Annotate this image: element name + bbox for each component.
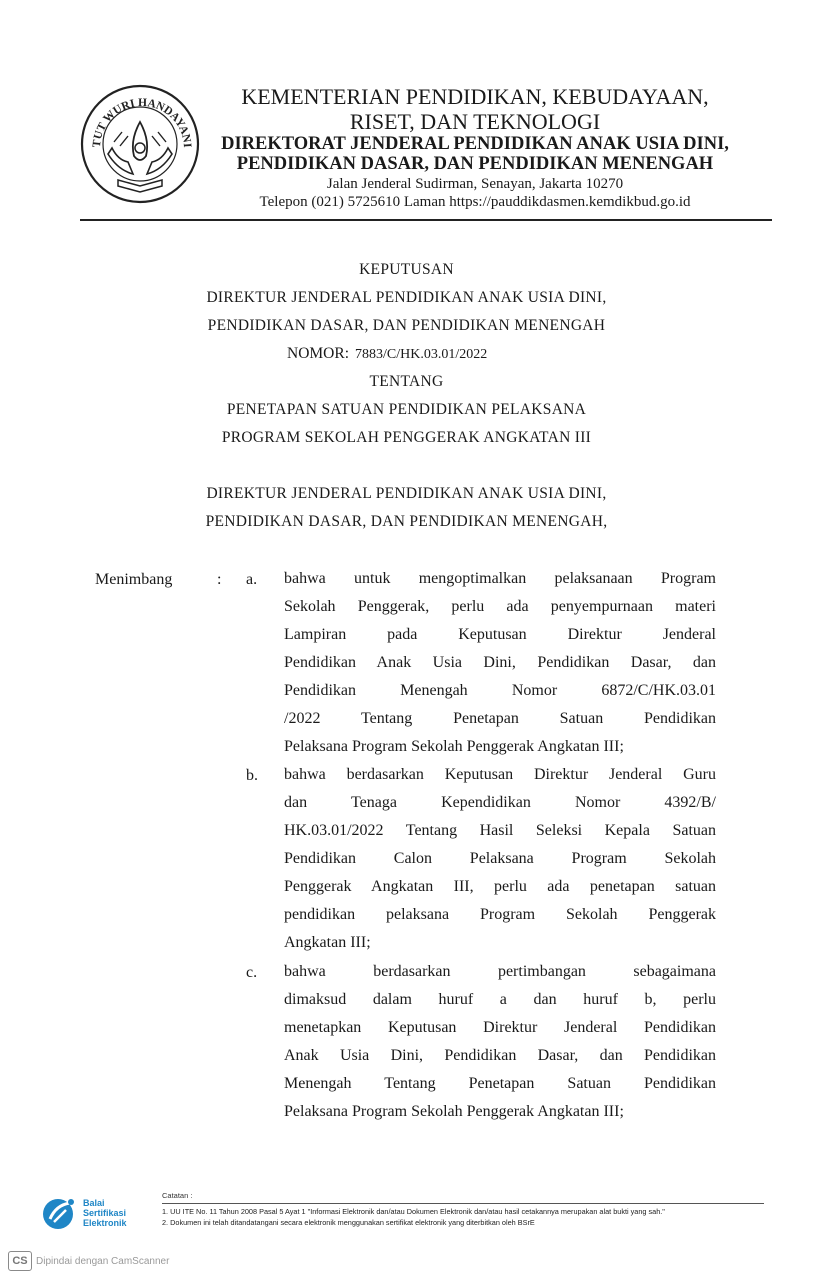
text-line: pendidikan pelaksana Program Sekolah Penggerak xyxy=(284,906,716,923)
text-line: Pendidikan Menengah Nomor 6872/C/HK.03.01 xyxy=(284,682,716,699)
consideration-b xyxy=(284,761,716,957)
item-letter-a: a. xyxy=(246,571,258,588)
subject-line2: PROGRAM SEKOLAH PENGGERAK ANGKATAN III xyxy=(221,429,592,446)
text-line: dimaksud dalam huruf a dan huruf b, perlu xyxy=(284,991,716,1008)
text-line: Sekolah Penggerak, perlu ada penyempurnaan materi xyxy=(284,598,716,615)
text-line: Pendidikan Calon Pelaksana Program Sekolah xyxy=(284,850,716,867)
directorate-name-line2: PENDIDIKAN DASAR, DAN PENDIDIKAN MENENGAH xyxy=(236,154,714,174)
menimbang-label: Menimbang xyxy=(95,571,173,588)
text-line: bahwa berdasarkan pertimbangan sebagaimana xyxy=(284,963,716,980)
footer-note-2: 2. Dokumen ini telah ditandatangani secara elektronik menggunakan sertifikat elektronik yang diterbitkan oleh BSrE xyxy=(162,1218,535,1227)
bsre-line1: Balai xyxy=(83,1198,105,1208)
text-line: Penggerak Angkatan III, perlu ada penetapan satuan xyxy=(284,878,716,895)
text-line: dan Tenaga Kependidikan Nomor 4392/B/ xyxy=(284,794,716,811)
bsre-line2: Sertifikasi xyxy=(83,1208,127,1218)
camscanner-badge-icon: CS xyxy=(8,1251,32,1271)
official-title-line2: PENDIDIKAN DASAR, DAN PENDIDIKAN MENENGAH xyxy=(207,317,606,334)
text-line: HK.03.01/2022 Tentang Hasil Seleksi Kepala Satuan xyxy=(284,822,716,839)
consideration-a xyxy=(284,565,716,761)
text-line: Lampiran pada Keputusan Direktur Jenderal xyxy=(284,626,716,643)
ministry-name-line2: RISET, DAN TEKNOLOGI xyxy=(349,109,601,134)
bsre-name xyxy=(83,1198,127,1228)
consideration-c xyxy=(284,958,716,1126)
letterhead-divider xyxy=(80,219,772,221)
decree-number-value: 7883/C/HK.03.01/2022 xyxy=(355,347,488,362)
text-line: /2022 Tentang Penetapan Satuan Pendidikan xyxy=(284,710,716,727)
text-line: Pelaksana Program Sekolah Penggerak Angkatan III; xyxy=(284,738,624,755)
letterhead-contact: Telepon (021) 5725610 Laman https://pauddikdasmen.kemdikbud.go.id xyxy=(259,194,691,210)
decree-heading: KEPUTUSAN xyxy=(359,261,454,278)
text-line: Anak Usia Dini, Pendidikan Dasar, dan Pendidikan xyxy=(284,1047,716,1064)
letterhead-address: Jalan Jenderal Sudirman, Senayan, Jakarta 10270 xyxy=(326,176,624,192)
text-line: bahwa untuk mengoptimalkan pelaksanaan Program xyxy=(284,570,716,587)
menimbang-colon: : xyxy=(217,571,222,588)
bsre-logo-icon xyxy=(40,1195,80,1231)
text-line: Pendidikan Anak Usia Dini, Pendidikan Dasar, dan xyxy=(284,654,716,671)
text-line: bahwa berdasarkan Keputusan Direktur Jenderal Guru xyxy=(284,766,716,783)
footer-notes-heading: Catatan : xyxy=(162,1191,193,1200)
directorate-name-line1: DIREKTORAT JENDERAL PENDIDIKAN ANAK USIA DINI, xyxy=(221,134,729,154)
subject-line1: PENETAPAN SATUAN PENDIDIKAN PELAKSANA xyxy=(226,401,587,418)
text-line: menetapkan Keputusan Direktur Jenderal Pendidikan xyxy=(284,1019,716,1036)
text-line: Pelaksana Program Sekolah Penggerak Angkatan III; xyxy=(284,1103,624,1120)
tentang-heading: TENTANG xyxy=(369,373,444,390)
issuer-line2: PENDIDIKAN DASAR, DAN PENDIDIKAN MENENGAH, xyxy=(205,513,608,530)
item-letter-c: c. xyxy=(246,964,258,981)
tut-wuri-handayani-logo xyxy=(78,82,203,207)
text-line: Menengah Tentang Penetapan Satuan Pendidikan xyxy=(284,1075,716,1092)
footer-notes-divider xyxy=(162,1203,764,1204)
svg-text:TUT WURI HANDAYANI: TUT WURI HANDAYANI xyxy=(90,96,194,149)
ministry-name-line1: KEMENTERIAN PENDIDIKAN, KEBUDAYAAN, xyxy=(241,84,709,109)
footer-note-1: 1. UU ITE No. 11 Tahun 2008 Pasal 5 Ayat 1 "Informasi Elektronik dan/atau Dokumen Elektronik dan/atau hasil cetakannya merupakan alat bukti yang sah." xyxy=(162,1207,665,1216)
issuer-line1: DIREKTUR JENDERAL PENDIDIKAN ANAK USIA DINI, xyxy=(206,485,607,502)
decree-number xyxy=(287,345,487,363)
text-line: Angkatan III; xyxy=(284,934,371,951)
official-title-line1: DIREKTUR JENDERAL PENDIDIKAN ANAK USIA DINI, xyxy=(206,289,607,306)
camscanner-watermark: Dipindai dengan CamScanner xyxy=(36,1256,170,1267)
decree-number-label: NOMOR: xyxy=(287,345,350,362)
item-letter-b: b. xyxy=(246,767,258,784)
bsre-line3: Elektronik xyxy=(83,1218,127,1228)
